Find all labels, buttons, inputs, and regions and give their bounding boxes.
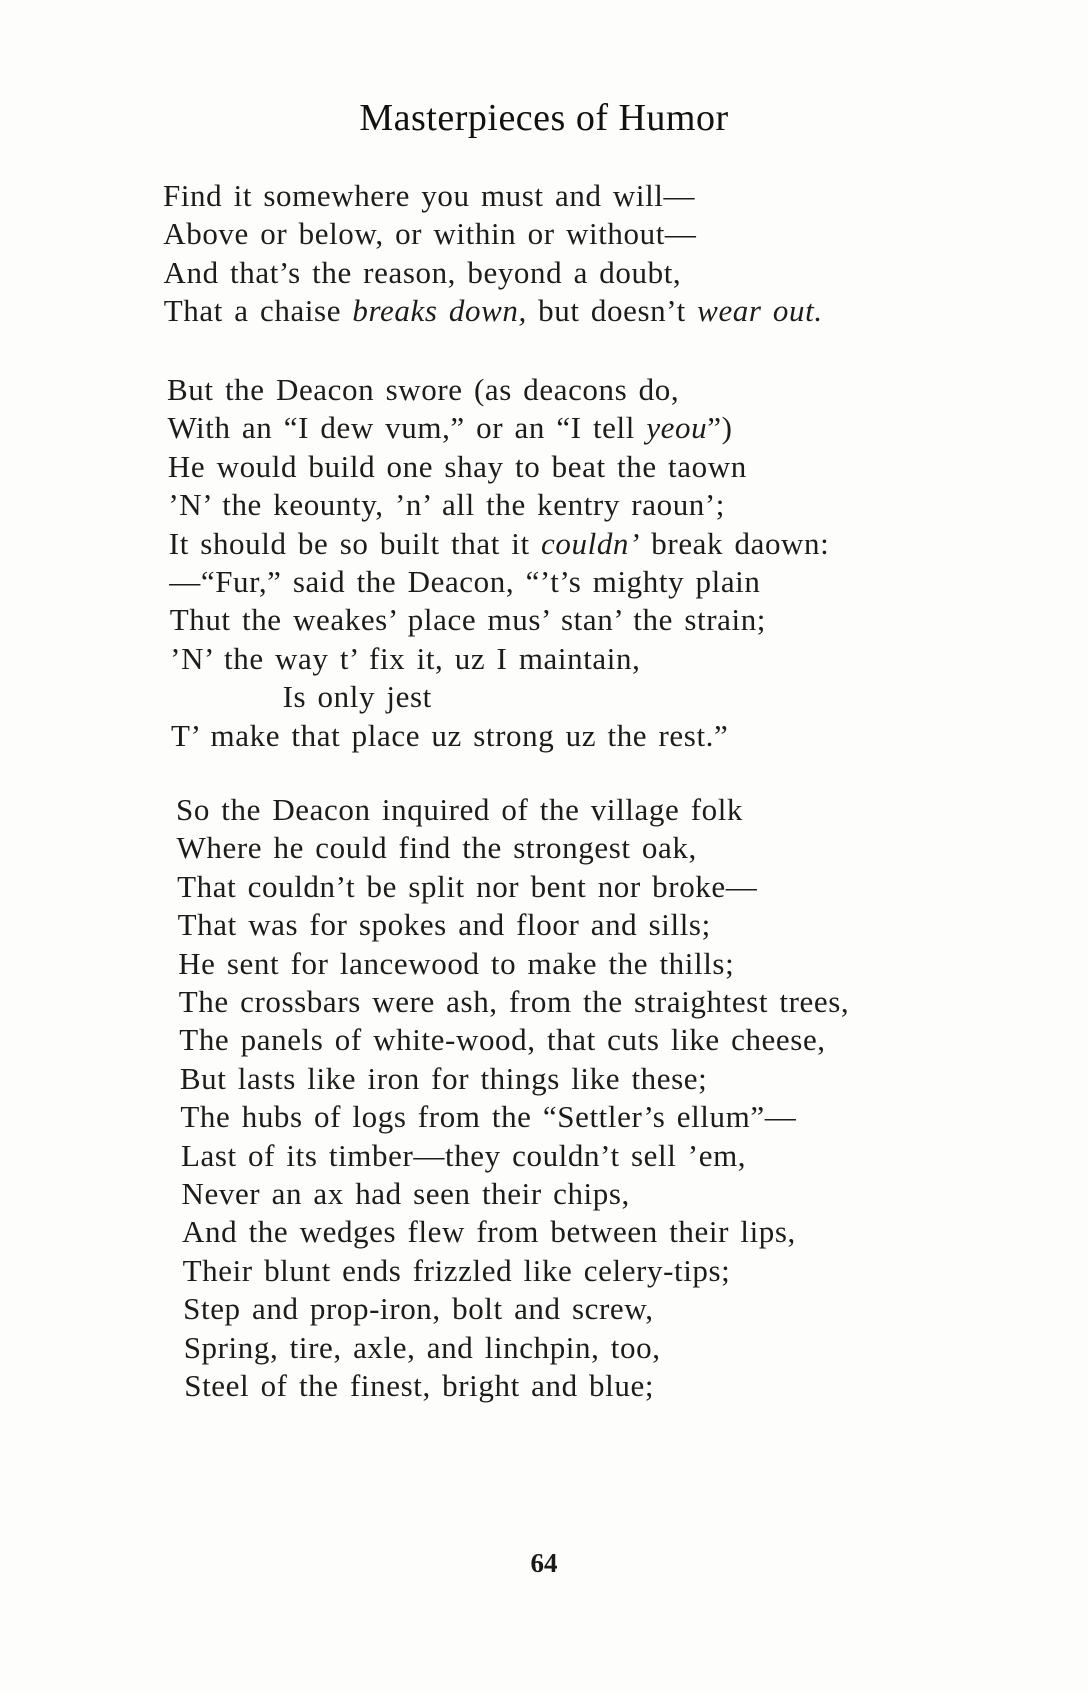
page-number: 64 xyxy=(530,1548,558,1578)
line-text: That was for spokes and floor and sills; xyxy=(177,907,711,943)
line-text: Steel of the finest, bright and blue; xyxy=(184,1368,655,1403)
line-text: So the Deacon inquired of the village folk xyxy=(176,792,744,827)
line-text: Last of its timber—they couldn’t sell ’em, xyxy=(180,1137,747,1173)
line-text: And the wedges flew from between their lips, xyxy=(182,1214,796,1250)
poem-line xyxy=(177,830,697,866)
poem-line xyxy=(283,679,432,715)
poem-line xyxy=(183,1253,731,1289)
poem-line xyxy=(178,907,711,943)
line-text: Their blunt ends frizzled like celery-tips; xyxy=(182,1252,731,1288)
poem-line xyxy=(168,449,747,485)
italic-phrase: yeou xyxy=(646,410,708,446)
line-text: —“Fur,” said the Deacon, “’t’s mighty plain xyxy=(169,564,761,599)
poem-line xyxy=(184,1368,654,1404)
poem-line xyxy=(179,984,850,1020)
line-text: ”) xyxy=(707,410,733,446)
poem-line xyxy=(168,487,725,523)
line-text: Find it somewhere you must and will— xyxy=(163,178,696,213)
poem-line xyxy=(163,178,695,214)
poem-line xyxy=(182,1214,796,1250)
poem-line xyxy=(164,255,682,291)
line-text: but doesn’t xyxy=(526,293,698,329)
line-text: The panels of white-wood, that cuts like cheese, xyxy=(179,1022,826,1058)
line-text: The hubs of logs from the “Settler’s ellum”— xyxy=(180,1099,797,1135)
line-text: But lasts like iron for things like these; xyxy=(179,1060,708,1096)
line-text: ’N’ the keounty, ’n’ all the kentry raoun’; xyxy=(168,487,726,523)
poem-line xyxy=(170,602,766,638)
italic-phrase: breaks down, xyxy=(352,293,527,329)
poem-line xyxy=(180,1099,796,1135)
poem-line xyxy=(184,1330,661,1366)
line-text: Never an ax had seen their chips, xyxy=(181,1176,630,1211)
poem-line xyxy=(176,792,743,828)
line-text: He would build one shay to beat the taown xyxy=(167,448,747,484)
line-text: ’N’ the way t’ fix it, uz I maintain, xyxy=(170,640,641,676)
poem-line xyxy=(167,372,679,408)
poem-line xyxy=(163,216,696,252)
italic-phrase: wear out. xyxy=(697,293,823,329)
line-text: break daown: xyxy=(639,525,830,561)
line-text: Where he could find the strongest oak, xyxy=(176,830,697,866)
poem-line xyxy=(180,1061,708,1097)
poem-line xyxy=(177,869,757,905)
poem-line xyxy=(182,1176,630,1212)
line-text: He sent for lancewood to make the thills; xyxy=(178,945,735,981)
line-text: With an “I dew vum,” or an “I tell xyxy=(167,410,647,446)
italic-phrase: couldn’ xyxy=(541,525,640,561)
poem-line xyxy=(167,410,732,446)
poem-line xyxy=(178,946,734,982)
line-text: The crossbars were ash, from the straightest trees, xyxy=(178,984,850,1019)
poem-line xyxy=(171,718,728,754)
running-title: Masterpieces of Humor xyxy=(359,97,729,139)
poem-line xyxy=(169,564,760,600)
poem-line xyxy=(179,1022,825,1058)
line-text: That a chaise xyxy=(163,293,353,329)
line-text: And that’s the reason, beyond a doubt, xyxy=(163,254,682,290)
line-text: Thut the weakes’ place mus’ stan’ the strain; xyxy=(169,602,767,638)
poem-line xyxy=(169,526,830,562)
line-text: Step and prop-iron, bolt and screw, xyxy=(183,1291,654,1327)
line-text: Is only jest xyxy=(282,679,432,715)
poem-line xyxy=(181,1138,746,1174)
poem-line xyxy=(183,1291,653,1327)
poem-line xyxy=(164,293,823,329)
line-text: T’ make that place uz strong uz the rest.” xyxy=(171,717,729,753)
line-text: But the Deacon swore (as deacons do, xyxy=(167,372,680,407)
line-text: That couldn’t be split nor bent nor broke— xyxy=(177,868,758,904)
line-text: Spring, tire, axle, and linchpin, too, xyxy=(183,1329,661,1365)
poem-line xyxy=(170,641,640,677)
line-text: It should be so built that it xyxy=(168,525,542,561)
line-text: Above or below, or within or without— xyxy=(163,216,697,252)
